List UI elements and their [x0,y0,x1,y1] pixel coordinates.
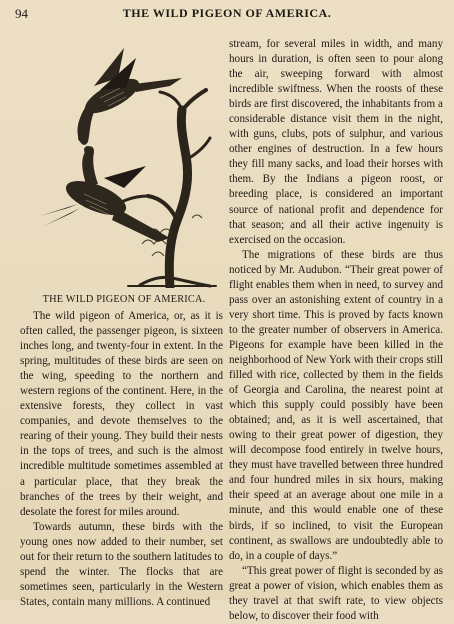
pigeons-on-branch-engraving-icon [20,38,220,288]
left-text-column [20,309,223,610]
running-head: THE WILD PIGEON OF AMERICA. [122,6,332,20]
paragraph: stream, for several miles in width, and many hours in duration, is often seen to pour along the air, sweeping forward with almost incredible swiftness. When the roosts of these birds are first discovered, the inhabitants from a considerable distance visit them in the night, with guns, clubs, pots of sulphur, and various other engines of destruction. In a few hours they fill many sacks, and load their horses with them. By the Indians a pigeon roost, or breeding place, is considered an important source of national profit and dependence for that season; and all their active ingenuity is exercised on the occasion. [229,38,443,246]
paragraph: “This great power of flight is seconded by as great a power of vision, which enables them as they travel at that swift rate, to view objects below, to discover their food with [229,564,443,622]
right-text-column [229,37,443,624]
paragraph: The wild pigeon of America, or, as it is often called, the passenger pigeon, is sixteen inches long, and twenty-four in extent. In the spring, multitudes of these birds are seen on the wing, speeding to the northern and western regions of the continent. Here, in the extensive forests, they collect in vast companies, and devote themselves to the rearing of their young. They build their nests in the tops of trees, and such is the almost incredible multitude sometimes assembled at a particular place, that they break the branches of the trees by their weight, and desolate the forest for miles around. [20,310,223,518]
paragraph: The migrations of these birds are thus noticed by Mr. Audubon. “Their great power of flight enables them when in need, to survey and pass over an astonishing extent of country in a very short time. This is proved by facts known to the greater number of observers in America. Pigeons for example have been killed in the neighborhood of New York with their crops still filled with rice, collected by them in the fields of Georgia and Carolina, the nearest point at which this supply could possibly have been obtained; and, as it is well ascertained, that owing to their great power of digestion, they will decompose food entirely in twelve hours, they must have travelled between three hundred and four hundred miles in six hours, making their speed at an average about one mile in a minute, and this would enable one of these birds, if so inclined, to visit the European continent, as swallows are undoubtedly able to do, in a couple of days.” [229,248,443,562]
paragraph: Towards autumn, these birds with the young ones now added to their number, set out for their return to the southern latitudes to spend the winter. The flocks that are sometimes seen, particularly in the Western States, contain many millions. A continued [20,520,223,608]
illustration-caption: THE WILD PIGEON OF AMERICA. [42,294,206,305]
page-header [0,6,454,26]
page-number: 94 [15,6,28,21]
